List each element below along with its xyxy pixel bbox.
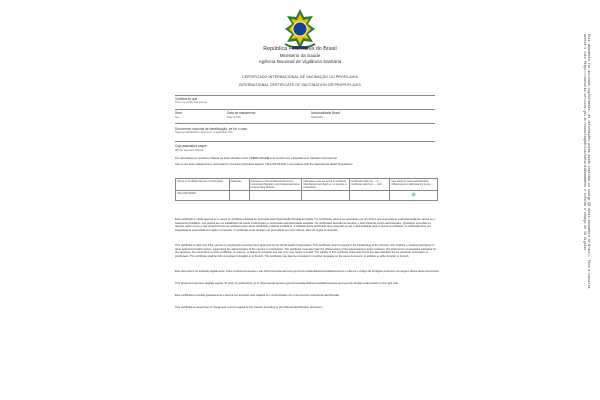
- col-header-vaccine: Vacina ou Profilaxia Vaccine or Prophylaxis: [176, 179, 230, 191]
- table-row: [176, 191, 438, 201]
- signature-label: Cuja assinatura segue:: [175, 144, 208, 148]
- cell-vaccine: YELLOW FEVER: [176, 191, 230, 201]
- cell-stamp: [390, 191, 438, 201]
- note-paragraph: Este certificado é emitido gratuitamente e deverá ser assinado pelo viajante em conformidade com o documento nacional de identificação.: [175, 294, 340, 297]
- dob-sublabel: Date of birth: [227, 116, 242, 119]
- divider: [175, 123, 435, 124]
- col-header-clinician: Assinatura e título profissional do clínico responsável Signature and professional status of supervising clinician: [249, 179, 302, 191]
- side-verification-text: [581, 34, 591, 400]
- statement-en: Has on the date indicated been vaccinated or received prophylaxis against: YELLOW FEVER in accordance with the International Health Regulations.: [175, 163, 354, 166]
- nationality-sublabel: Nationality: [311, 116, 324, 119]
- note-paragraph: Este certificado é válido apenas se a vacina ou profilaxia utilizada for aprovada pela Organização Mundial da Saúde. Os certificados devem ser assinados por um clínico que supervisione a administração da vacina ou o tratamento profilático, que poderá ser um trabalhador de saúde credenciado ou autorizado pela autoridade sanitária. Os certificados deverão ter também o selo oficial do centro administrador. Quaisquer emendas ou rasuras, assim como o não preenchimento de qualquer parte deste certificado, poderão invalidá-lo. A validade deste certificado deve estender-se até a data indicada para a vacina ou profilaxia. O certificado deve ser integralmente preenchido em Inglês ou Francês. O certificado pode também ser preenchido em outro idioma, além do Inglês ou Francês.: [175, 218, 436, 232]
- side-text-line: Este documento foi assinado digitalmente. As informações acima estão contidas no código QR deste documento do Brasil. Para a consulta: [587, 34, 591, 289]
- cell-clinician: [249, 191, 302, 201]
- note-paragraph: This certificate is valid only if the vaccine or prophylaxis used has been approved by the World Health Organization. This certificate must be signed in the handwriting of the clinician, who shall be a medical practitioner or other authorized health worker, supervising the administration of the vaccine or prophylaxis. The certificate must also bear the official stamp of the administering centre; however, this shall not be an accepted substitute for the signature. Any amendment of this certificate, or erasure, or failure to complete any part of it, may render it invalid. The validity of this certificate shall extend until the date indicated for the particular vaccination or prophylaxis. The certificate shall be fully completed in English or in French. The certificate may also be completed in another language on the same document, in addition to either English or French.: [175, 244, 437, 258]
- note-paragraph: This document has been digitally signed. To verify its authenticity, go to https://portal-servicos.gov.br/consultapublica/consultaDocumento and type the 19-digit code printed on the right side.: [175, 282, 399, 285]
- certificate-title-pt: CERTIFICADO INTERNACIONAL DE VACINAÇÃO OU PROFILAXIA: [242, 75, 358, 79]
- note-paragraph: This certificate is issued free of charge and must be signed by the traveler according to the National Identification document.: [175, 306, 323, 309]
- cell-date: [229, 191, 249, 201]
- certificate-title-en: INTERNATIONAL CERTIFICATE OF VACCINATION OR PROPHYLAXIS: [239, 83, 361, 87]
- coat-of-arms-icon: [279, 8, 321, 50]
- document-sublabel: National identification document, if applicable CPF:: [175, 131, 234, 134]
- cell-validity: [350, 191, 390, 201]
- signature-sublabel: Whose signature follows:: [175, 149, 204, 152]
- ministry-title: Ministério da Saúde: [279, 53, 321, 58]
- vaccination-table: [175, 178, 438, 201]
- side-text-line: acesse o site https://consulta-servicos.gov.br/consultapublica/consultaDocumento e informe o código de 19 dígitos: [583, 34, 587, 251]
- col-header-date: Data Date: [229, 179, 249, 191]
- document-label: Documento nacional de identificação, se for o caso: [175, 127, 248, 131]
- statement-pt: Foi vacinado(a) ou recebeu profilaxia na data indicada contra: FEBRE AMARELA de acordo com o Regulamento Sanitário Internacional.: [175, 157, 338, 160]
- sex-label: Sexo: [175, 111, 183, 115]
- certify-label: Certifica-se que: [175, 97, 198, 101]
- table-header-row: [176, 179, 438, 191]
- col-header-manufacturer: Fabricante e lote da vacina ou profilaxia Manufacturer and batch no. of vaccine or prophylaxis: [302, 179, 350, 191]
- cell-manufacturer: [302, 191, 350, 201]
- agency-title: Agência Nacional de Vigilância Sanitária: [258, 59, 342, 64]
- certify-sublabel: This is to certify that (name): [175, 101, 207, 104]
- divider: [175, 109, 435, 110]
- col-header-validity: Certificado válido de: ... a: ... Certificate valid from: ... until: ...: [350, 179, 390, 191]
- note-paragraph: Este documento foi assinado digitalmente. Para conferência acesse o site https://consulta-servicos.gov.br/consultapublica/consultaDocumento e informe o código de 19 dígitos impresso na margem direita deste documento.: [175, 270, 440, 273]
- col-header-stamp: Selo oficial do centro administrador Official stamp of administering centre: [390, 179, 438, 191]
- divider: [175, 141, 435, 142]
- divider: [175, 95, 435, 96]
- stamp-star-icon: ✳: [410, 192, 417, 199]
- republic-title: República Federativa do Brasil: [263, 46, 337, 52]
- dob-label: Data de nascimento: [227, 111, 256, 115]
- nationality-label: Nacionalidade Brasil: [311, 111, 341, 115]
- sex-sublabel: Sex: [175, 116, 180, 119]
